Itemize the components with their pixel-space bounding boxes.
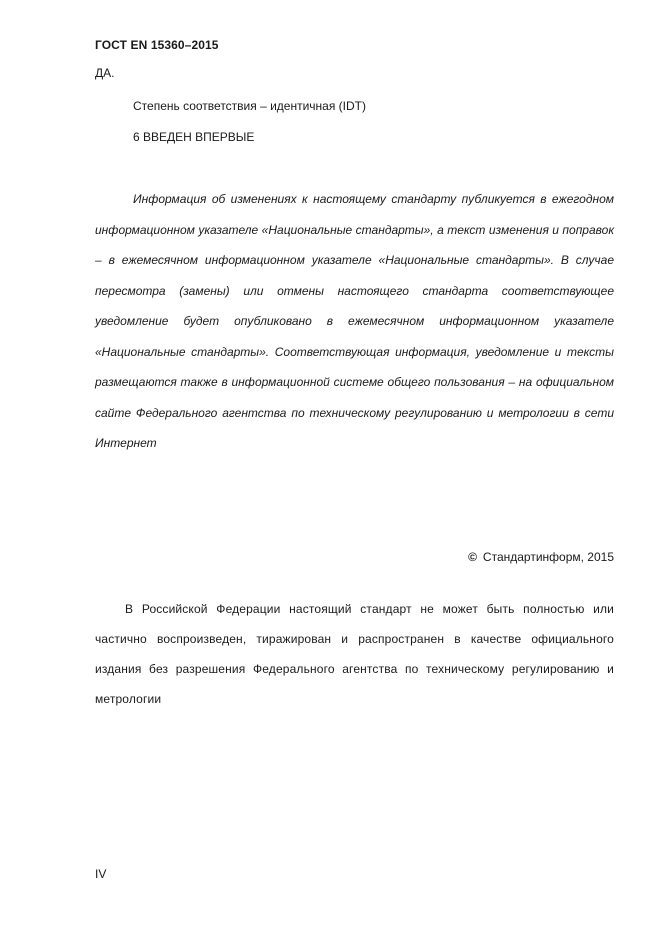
degree-of-conformity-line: Степень соответствия – идентичная (IDT): [133, 99, 367, 113]
page-number: IV: [95, 867, 107, 881]
copyright-line: [468, 550, 614, 564]
preface-da-line: ДА.: [95, 66, 115, 80]
introduced-first-time-line: 6 ВВЕДЕН ВПЕРВЫЕ: [133, 130, 255, 144]
copyright-icon: ©: [468, 550, 477, 564]
reproduction-rights-notice: В Российской Федерации настоящий стандарт не может быть полностью или частично воспроизведен, тиражирован и распространен в качестве официального издания без разрешения Федерального агентства по техническому регулированию и метрологии: [95, 602, 614, 706]
copyright-text: Стандартинформ, 2015: [482, 550, 614, 564]
changes-information-notice: Информация об изменениях к настоящему стандарту публикуется в ежегодном информационном указателе «Национальные стандарты», а текст изменения и поправок – в ежемесячном информационном указателе «Национальные стандарты». В случае пересмотра (замены) или отмены настоящего стандарта соответствующее уведомление будет опубликовано в ежемесячном информационном указателе «Национальные стандарты». Соответствующая информация, уведомление и тексты размещаются также в информационной системе общего пользования – на официальном сайте Федерального агентства по техническому регулированию и метрологии в сети Интернет: [95, 192, 614, 450]
standard-code-header: ГОСТ EN 15360–2015: [95, 38, 219, 52]
